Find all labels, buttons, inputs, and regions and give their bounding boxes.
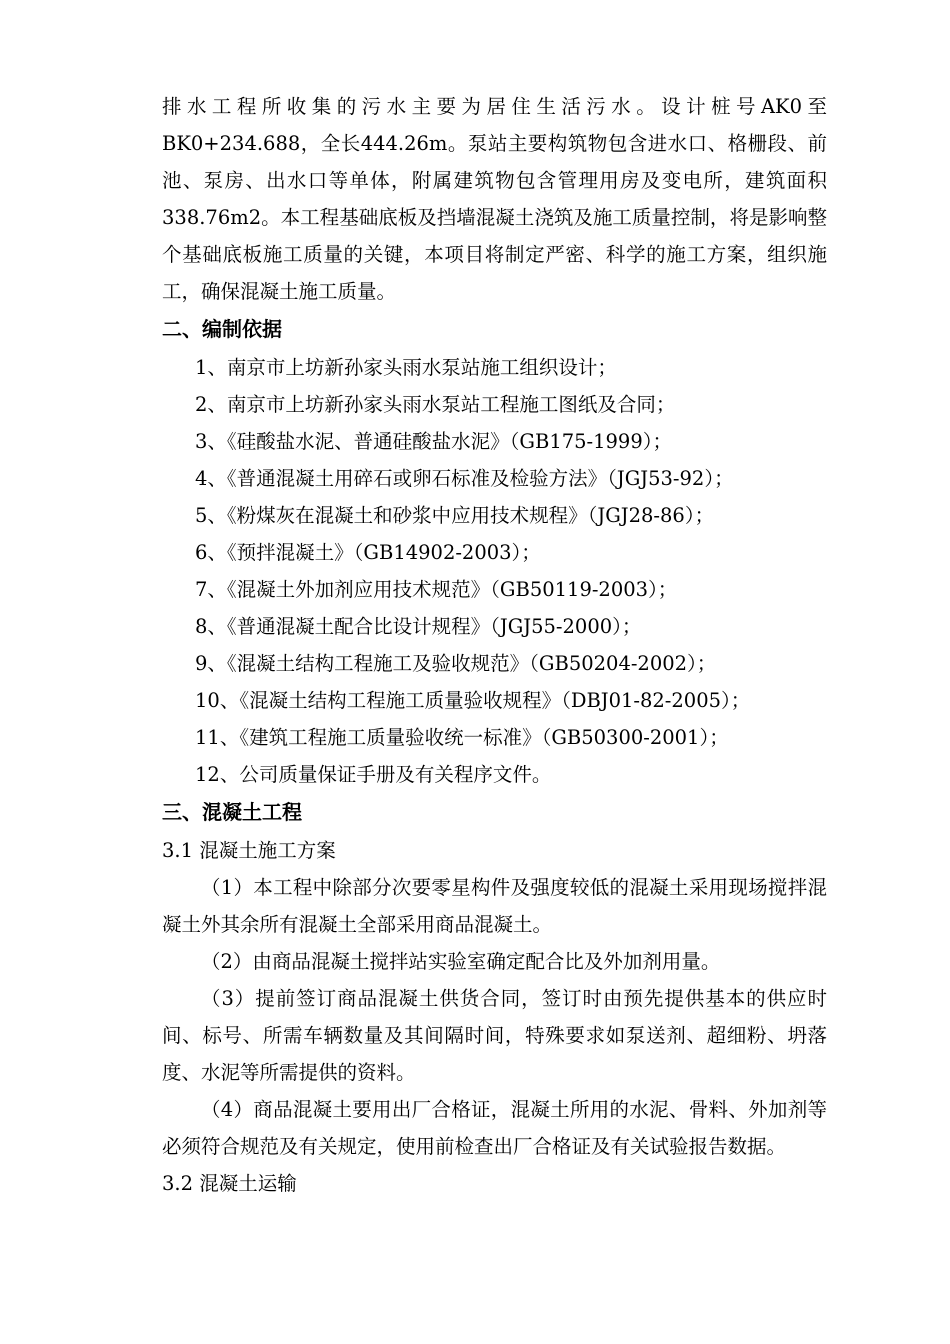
section-2-heading: 二、编制依据 <box>162 317 282 341</box>
paragraph-item-4: （4）商品混凝土要用出厂合格证，混凝土所用的水泥、骨料、外加剂等必须符合规范及有关规定，使用前检查出厂合格证及有关试验报告数据。 <box>162 1098 827 1158</box>
list-item: 12、公司质量保证手册及有关程序文件。 <box>195 763 552 786</box>
list-item: 9、《混凝土结构工程施工及验收规范》（GB50204-2002）； <box>195 652 717 675</box>
list-item: 10、《混凝土结构工程施工质量验收规程》（DBJ01-82-2005）； <box>195 689 751 712</box>
list-item: 8、《普通混凝土配合比设计规程》（JGJ55-2000）； <box>195 615 642 638</box>
list-item: 11、《建筑工程施工质量验收统一标准》（GB50300-2001）； <box>195 726 729 749</box>
section-3-heading: 三、混凝土工程 <box>162 800 302 824</box>
subsection-3-1-title: 3.1 混凝土施工方案 <box>162 839 336 862</box>
paragraph-item-1: （1）本工程中除部分次要零星构件及强度较低的混凝土采用现场搅拌混凝土外其余所有混凝土全部采用商品混凝土。 <box>162 876 827 936</box>
list-item: 1、南京市上坊新孙家头雨水泵站施工组织设计； <box>195 356 617 379</box>
list-item: 5、《粉煤灰在混凝土和砂浆中应用技术规程》（JGJ28-86）； <box>195 504 715 527</box>
list-item: 4、《普通混凝土用碎石或卵石标准及检验方法》（JGJ53-92）； <box>195 467 734 490</box>
subsection-3-2-title: 3.2 混凝土运输 <box>162 1172 297 1195</box>
document-page <box>162 88 827 1202</box>
list-item: 3、《硅酸盐水泥、普通硅酸盐水泥》（GB175-1999）； <box>195 430 672 453</box>
list-item: 6、《预拌混凝土》（GB14902-2003）； <box>195 541 541 564</box>
paragraph-item-3: （3）提前签订商品混凝土供货合同，签订时由预先提供基本的供应时间、标号、所需车辆数量及其间隔时间，特殊要求如泵送剂、超细粉、坍落度、水泥等所需提供的资料。 <box>162 987 827 1084</box>
intro-paragraph: 排水工程所收集的污水主要为居住生活污水。设计桩号AK0至BK0+234.688，全长444.26m。泵站主要构筑物包含进水口、格栅段、前池、泵房、出水口等单体，附属建筑物包含管理用房及变电所，建筑面积338.76m2。本工程基础底板及挡墙混凝土浇筑及施工质量控制，将是影响整个基础底板施工质量的关键，本项目将制定严密、科学的施工方案，组织施工，确保混凝土施工质量。 <box>162 95 827 303</box>
list-item: 7、《混凝土外加剂应用技术规范》（GB50119-2003）； <box>195 578 678 601</box>
paragraph-item-2: （2）由商品混凝土搅拌站实验室确定配合比及外加剂用量。 <box>201 950 721 973</box>
basis-list <box>162 349 827 793</box>
list-item: 2、南京市上坊新孙家头雨水泵站工程施工图纸及合同； <box>195 393 676 416</box>
